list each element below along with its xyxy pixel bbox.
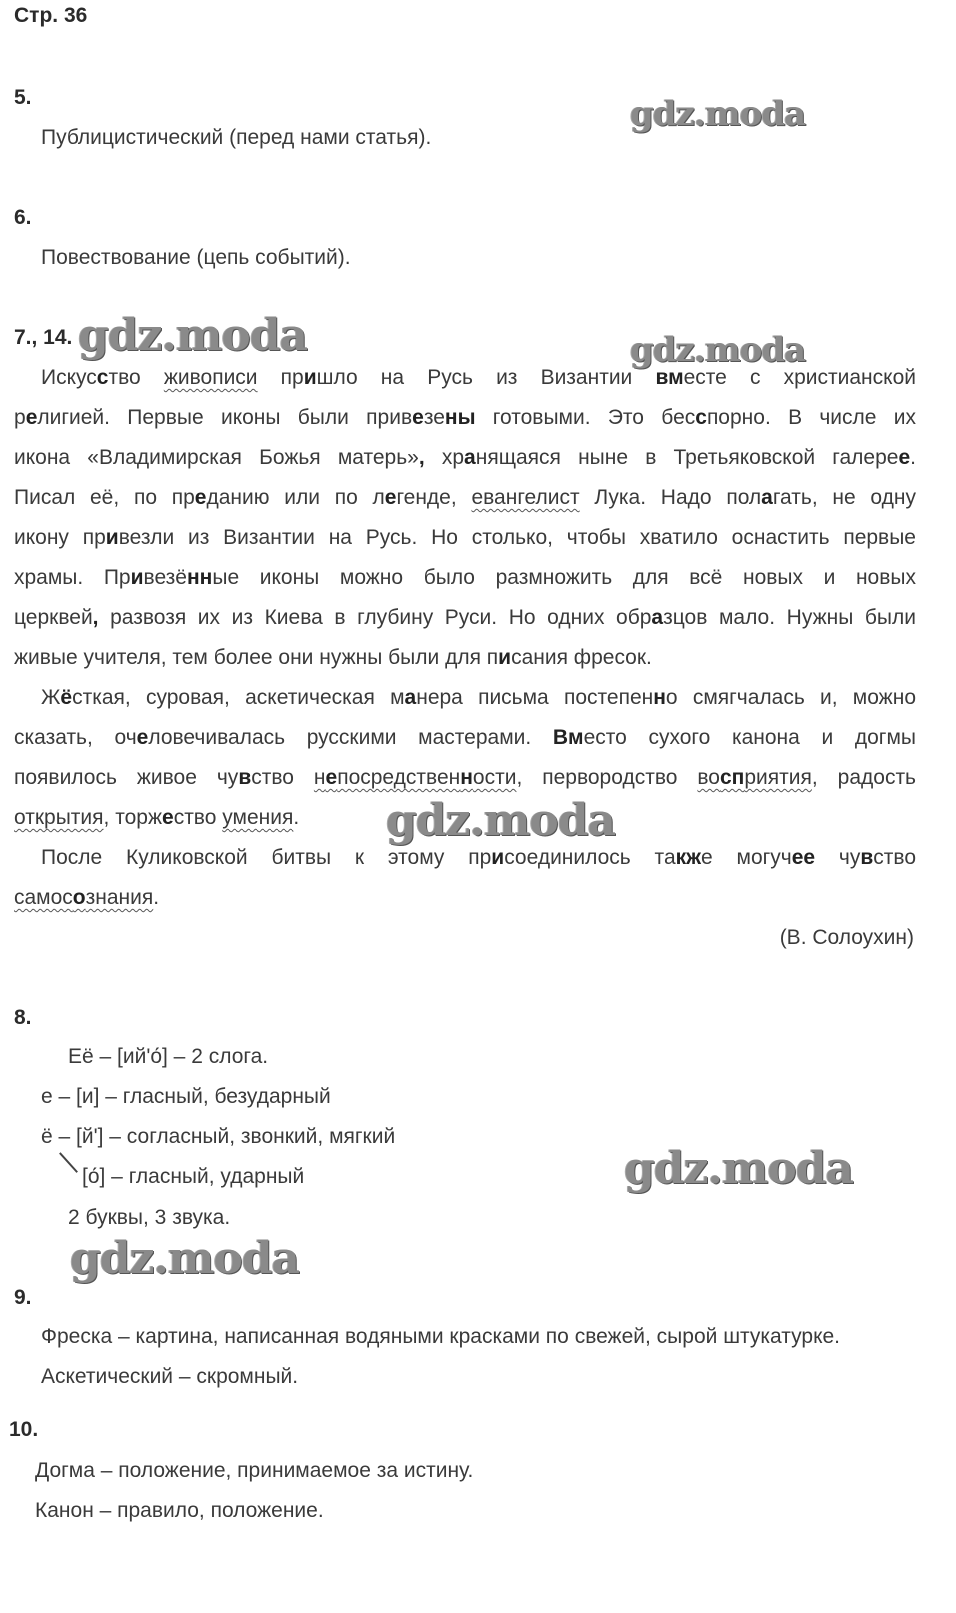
task-number: 8. [14, 1006, 32, 1029]
passage-line: открытия, торжество умения. [14, 806, 300, 829]
task-number: 6. [14, 206, 32, 229]
passage-line: самосознания. [14, 886, 160, 909]
watermark: gdz.moda [70, 1233, 300, 1284]
definition-line: Фреска – картина, написанная водяными красками по свежей, сырой штукатурке. [41, 1325, 841, 1348]
passage-line: Искусство живописи пришло на Русь из Византии вместе с христианской [41, 366, 916, 389]
passage-line: Жёсткая, суровая, аскетическая манера письма постепенно смягчалась и, можно [41, 686, 917, 709]
watermark: gdz.moda [630, 330, 806, 370]
definition-line: Догма – положение, принимаемое за истину. [35, 1459, 474, 1482]
passage-line: икона «Владимирская Божья матерь», хранящаяся ныне в Третьяковской галерее. [14, 446, 916, 469]
passage-line: церквей, развозя их из Киева в глубину Руси. Но одних образцов мало. Нужны были [14, 606, 916, 629]
answer-text: Публицистический (перед нами статья). [41, 126, 432, 149]
phonetic-line: е – [и] – гласный, безударный [41, 1085, 331, 1108]
phonetic-line: ё – [й'] – согласный, звонкий, мягкий [41, 1125, 396, 1148]
passage-line: появилось живое чувство непосредственности, первородство восприятия, радость [14, 766, 917, 789]
task-number: 7., 14. [14, 326, 73, 349]
passage-line: живые учителя, тем более они нужны были для писания фресок. [14, 646, 652, 669]
watermark: gdz.moda [630, 94, 806, 134]
author-attribution: (В. Солоухин) [779, 926, 914, 949]
task-number: 9. [14, 1286, 32, 1309]
phonetic-line: 2 буквы, 3 звука. [68, 1206, 231, 1229]
task-number: 5. [14, 86, 32, 109]
passage-line: храмы. Привезённые иконы можно было размножить для всё новых и новых [14, 566, 916, 589]
passage-line: После Куликовской битвы к этому присоединилось также могучее чувство [41, 846, 917, 869]
connector-slash [59, 1152, 78, 1172]
passage-line: Писал её, по преданию или по легенде, евангелист Лука. Надо полагать, не одну [14, 486, 917, 509]
task-number: 10. [9, 1418, 39, 1441]
definition-line: Аскетический – скромный. [41, 1365, 299, 1388]
passage-line: сказать, очеловечивалась русскими мастерами. Вместо сухого канона и догмы [14, 726, 917, 749]
phonetic-line: Её – [ий'о́] – 2 слога. [68, 1045, 269, 1068]
phonetic-line: [о́] – гласный, ударный [82, 1165, 305, 1188]
watermark: gdz.moda [624, 1143, 854, 1194]
answer-text: Повествование (цепь событий). [41, 246, 351, 269]
watermark: gdz.moda [78, 310, 308, 361]
watermark: gdz.moda [386, 795, 616, 846]
passage-line: икону привезли из Византии на Русь. Но столько, чтобы хватило оснастить первые [14, 526, 916, 549]
passage-line: религией. Первые иконы были привезены готовыми. Это бесспорно. В числе их [14, 406, 916, 429]
definition-line: Канон – правило, положение. [35, 1499, 324, 1522]
page-number: Стр. 36 [14, 4, 88, 27]
